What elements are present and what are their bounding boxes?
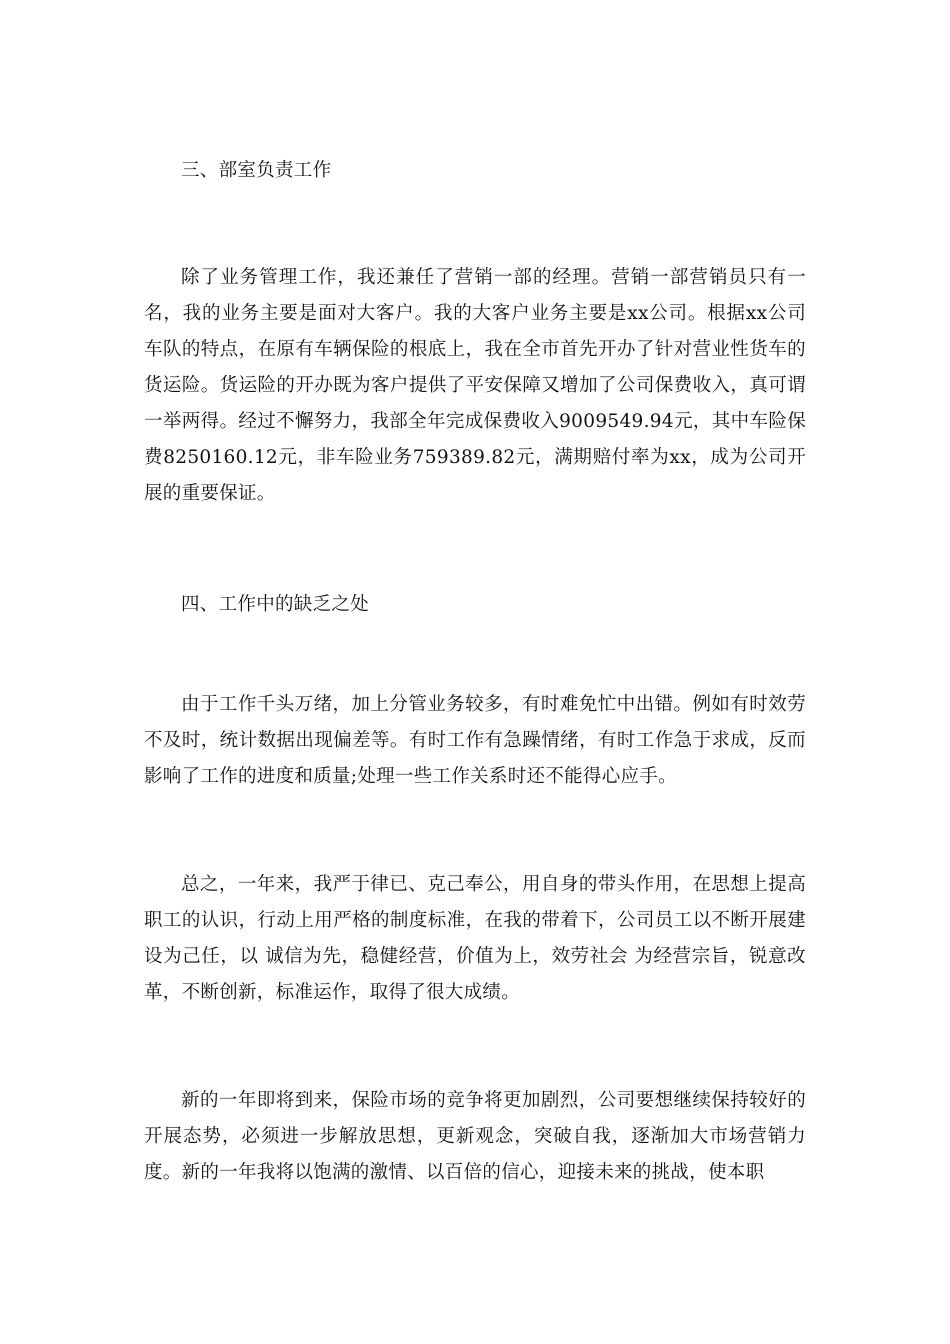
section-3-paragraph: 除了业务管理工作，我还兼任了营销一部的经理。营销一部营销员只有一名，我的业务主要是面对大客户。我的大客户业务主要是xx公司。根据xx公司车队的特点，在原有车辆保险的根底上，我在全市首先开办了针对营业性货车的货运险。货运险的开办既为客户提供了平安保障又增加了公司保费收入，真可谓一举两得。经过不懈努力，我部全年完成保费收入9009549.94元，其中车险保费8250160.12元，非车险业务759389.82元，满期赔付率为xx，成为公司开展的重要保证。 (144, 267, 806, 504)
section-heading-4: 四、工作中的缺乏之处 (181, 594, 370, 615)
section-4-paragraph: 由于工作千头万绪，加上分管业务较多，有时难免忙中出错。例如有时效劳不及时，统计数据出现偏差等。有时工作有急躁情绪，有时工作急于求成，反而影响了工作的进度和质量;处理一些工作关系时还不能得心应手。 (144, 694, 806, 787)
summary-paragraph: 总之，一年来，我严于律已、克己奉公，用自身的带头作用，在思想上提高职工的认识，行动上用严格的制度标准，在我的带着下，公司员工以不断开展建设为己任，以 诚信为先，稳健经营，价值为上，效劳社会 为经营宗旨，锐意改革，不断创新，标准运作，取得了很大成绩。 (144, 874, 806, 1003)
section-heading-3: 三、部室负责工作 (181, 160, 332, 181)
outlook-paragraph: 新的一年即将到来，保险市场的竞争将更加剧烈，公司要想继续保持较好的开展态势，必须进一步解放思想，更新观念，突破自我，逐渐加大市场营销力度。新的一年我将以饱满的激情、以百倍的信心，迎接未来的挑战，使本职 (144, 1090, 806, 1183)
